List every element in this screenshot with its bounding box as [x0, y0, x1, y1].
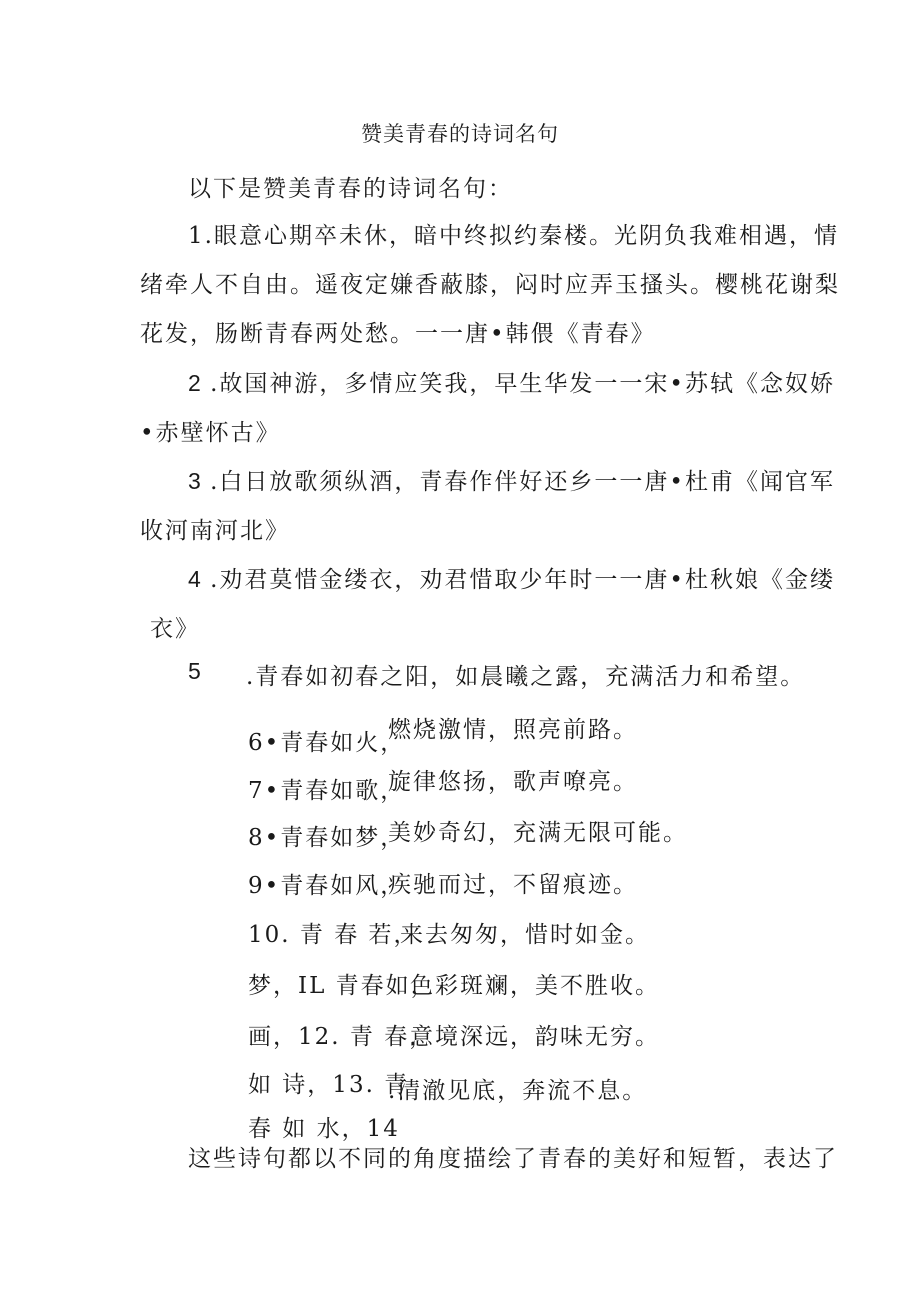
item-2-line-1	[188, 365, 835, 398]
item-4-text: .劝君莫惜金缕衣，劝君惜取少年时一一唐•杜秋娘《金缕	[210, 567, 835, 593]
item-12-left: 画，12. 青 春，	[248, 1024, 435, 1050]
item-3-text: .白日放歌须纵酒，青春作伴好还乡一一唐•杜甫《闻官军	[210, 469, 835, 495]
item-10-left: 10. 青 春 若，	[248, 922, 419, 948]
item-5-number: 5	[188, 658, 201, 684]
item-14-clipped	[0, 1108, 920, 1142]
item-4-line-2: 衣》	[150, 616, 200, 642]
item-2-number: 2	[188, 370, 201, 396]
item-13-right: .清澈见底，奔流不息。	[388, 1078, 648, 1104]
item-1-line-1: 1.眼意心期卒未休，暗中终拟约秦楼。光阴负我难相遇，情	[188, 223, 839, 249]
item-3-line-2: 收河南河北》	[140, 518, 290, 544]
item-11-left: 梦，IL 青春如，	[248, 973, 436, 999]
item-2-text: .故国神游，多情应笑我，早生华发一一宋•苏轼《念奴娇	[210, 371, 835, 397]
page-title: 赞美青春的诗词名句	[361, 122, 559, 146]
item-9-right: 疾驰而过，不留痕迹。	[388, 872, 638, 898]
item-8-right: 美妙奇幻，充满无限可能。	[388, 820, 688, 846]
item-11-right: 色彩斑斓，美不胜收。	[410, 973, 660, 999]
item-12-right: 意境深远，韵味无穷。	[410, 1024, 660, 1050]
item-4-line-1	[188, 561, 835, 594]
item-3-line-1	[188, 463, 835, 496]
item-7-left: 7•青春如歌，	[248, 778, 406, 804]
item-10-right: 来去匆匆，惜时如金。	[400, 922, 650, 948]
item-5-text: .青春如初春之阳，如晨曦之露，充满活力和希望。	[246, 664, 806, 690]
closing-paragraph: 这些诗句都以不同的角度描绘了青春的美好和短暂，表达了	[188, 1146, 838, 1172]
item-6-left: 6•青春如火，	[248, 730, 406, 756]
item-6-right: 燃烧激情，照亮前路。	[388, 717, 638, 743]
item-1-line-3: 花发，肠断青春两处愁。一一唐•韩偎《青春》	[140, 321, 656, 347]
item-3-number: 3	[188, 468, 201, 494]
item-14-left: 春 如 水，14	[248, 1116, 400, 1142]
intro-text: 以下是赞美青春的诗词名句：	[188, 176, 513, 202]
item-8-left: 8•青春如梦，	[248, 825, 406, 851]
item-4-number: 4	[188, 566, 201, 592]
item-9-left: 9•青春如风，	[248, 873, 406, 899]
item-13-left: 如 诗，13. 青	[248, 1072, 410, 1098]
item-2-line-2: •赤壁怀古》	[140, 420, 281, 446]
item-7-right: 旋律悠扬，歌声嘹亮。	[388, 769, 638, 795]
item-1-line-2: 绪牵人不自由。遥夜定嫌香蔽膝，闷时应弄玉搔头。樱桃花谢梨	[140, 272, 840, 298]
